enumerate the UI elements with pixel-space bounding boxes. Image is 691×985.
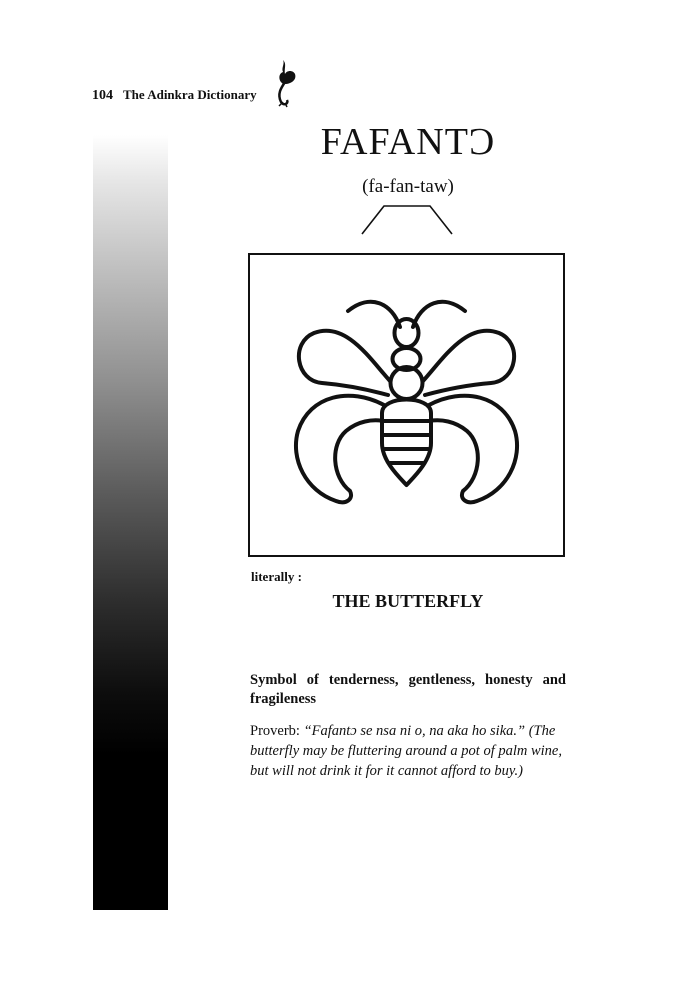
- pronunciation: (fa-fan-taw): [362, 176, 454, 197]
- proverb-text: “Fafantɔ se nsa ni o, na aka ho sika.” (The butterfly may be fluttering around a pot of palm wine, but will not drink it for it cannot afford to buy.): [250, 723, 562, 779]
- symbol-frame: [248, 253, 565, 557]
- symbolism-text: Symbol of tenderness, gentleness, honesty and fragileness: [250, 672, 566, 707]
- proverb-paragraph: [250, 721, 566, 781]
- page-number: 104: [92, 88, 113, 103]
- book-title: The Adinkra Dictionary: [123, 87, 257, 102]
- decorative-gradient-bar: [93, 135, 168, 910]
- literally-label: literally :: [251, 569, 302, 584]
- entry-title: FAFANTƆ: [320, 121, 496, 163]
- running-head: [92, 87, 257, 104]
- tone-mark-icon: [360, 200, 460, 236]
- sankofa-bird-icon: [273, 58, 307, 108]
- proverb-label: Proverb:: [250, 723, 300, 739]
- butterfly-adinkra-symbol-icon: [250, 255, 563, 555]
- literal-meaning: THE BUTTERFLY: [332, 591, 484, 611]
